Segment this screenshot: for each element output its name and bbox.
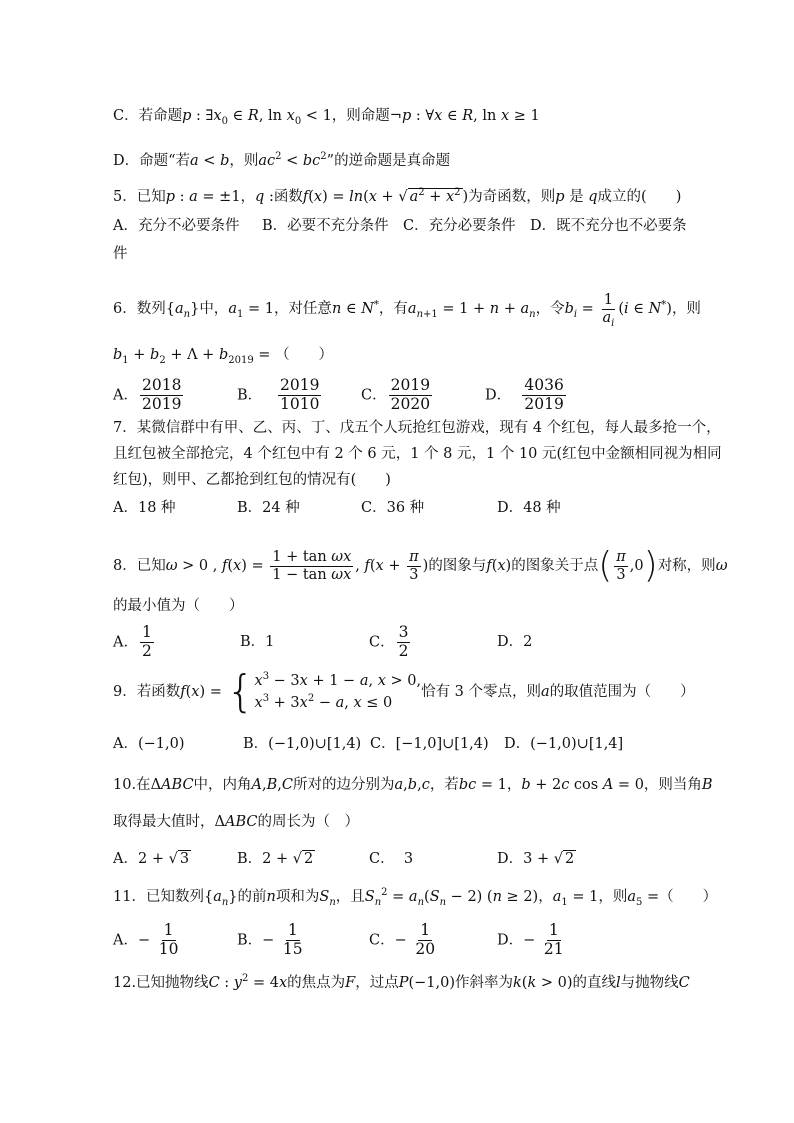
q12-stem-tail: 与抛物线 <box>620 975 679 991</box>
q11-b-num: 1 <box>287 921 298 939</box>
q9-c-label: C． <box>370 736 396 752</box>
q5-option-b: B．必要不充分条件 <box>262 218 389 234</box>
q7-stem-line2: 且红包被全部抢完，4 个红包中有 2 个 6 元，1 个 8 元，1 个 10 元(红包中金额相同视为相同 <box>113 446 722 462</box>
q6-c-label: C． <box>361 387 387 404</box>
q4-option-c: C．若命题p : $\exists x_0$ ∈ R, $\ln x_0 < 1$，则命题¬p : ∀x ∈ R, ln x ≥ 1 <box>113 108 540 127</box>
q11-b-label: B． <box>237 932 263 949</box>
q12-stem-mid2: ，过点 <box>355 975 399 991</box>
q10-stem-line2: 取得最大值时，ΔABC的周长为（ ） <box>113 814 359 830</box>
q6-d-num: 4036 <box>524 376 564 394</box>
q6-a-num: 2018 <box>141 376 182 394</box>
q6-c-num: 2019 <box>390 376 431 394</box>
q10-stem-start: 10.在 <box>113 777 151 793</box>
q10-b-label: B． <box>237 851 263 867</box>
q11-stem-tail: （ ） <box>659 889 718 905</box>
q11-c-label: C． <box>369 932 395 949</box>
q10-c-label: C． <box>369 851 395 867</box>
q8-c-label: C． <box>369 634 395 651</box>
q10-option-b: B．2 + √ 2 <box>237 851 314 867</box>
q5-option-c: C．充分必要条件 <box>403 218 516 234</box>
q7-option-a: A．18 种 <box>113 500 176 516</box>
q12-stem-mid3: 作斜率为 <box>455 975 513 991</box>
q8-a-num: 1 <box>141 623 152 641</box>
q9-a-label: A． <box>113 736 138 752</box>
q11-d-den: 21 <box>543 939 564 958</box>
q10-stem-mid1: 中，内角 <box>193 777 252 793</box>
q11-a-den: 10 <box>158 939 179 958</box>
q7-stem-line1: 7．某微信群中有甲、乙、丙、丁、戊五个人玩抢红包游戏，现有 4 个红包，每人最多抢一个， <box>113 420 721 436</box>
q4-c-tail: ，则命题 <box>331 108 390 124</box>
q9-option-a: A．(−1,0) <box>113 736 185 752</box>
q10-c-value: 3 <box>403 851 414 867</box>
q6-b-label: B． <box>237 387 263 404</box>
q6-a-den: 2019 <box>141 394 182 413</box>
q9-stem-tail: 的取值范围为（ ） <box>549 684 695 700</box>
q11-stem-mid3: ，且 <box>335 889 365 905</box>
q8-a-den: 2 <box>141 641 152 660</box>
q11-stem-mid2: 项和为 <box>275 889 320 905</box>
q11-stem-start: 11．已知数列 <box>113 889 204 905</box>
q10-stem-mid4: ， <box>506 777 522 793</box>
q9-option-b: B．(−1,0)∪[1,4) <box>243 736 362 752</box>
q5-option-a: A．充分不必要条件 <box>113 218 240 234</box>
q7-stem-line3: 红包)，则甲、乙都抢到红包的情况有( ) <box>113 472 391 488</box>
q6-stem-end: ，则 <box>671 301 701 318</box>
q11-c-den: 20 <box>415 939 436 958</box>
q4-d-tail: ”的逆命题是真命题 <box>326 153 451 169</box>
q9-d-label: D． <box>504 736 531 752</box>
q6-b-frac: $\frac{1}{a_i}$ <box>602 292 615 329</box>
q4-c-label: C．若命题 <box>113 108 183 124</box>
q12-stem-end: 的直线 <box>572 975 617 991</box>
q10-a-label: A． <box>113 851 138 867</box>
q7-option-d: D．48 种 <box>497 500 561 516</box>
q5-stem-mid: ， <box>240 189 256 205</box>
q10-stem-mid3: ，若 <box>429 777 459 793</box>
q9-stem: 9．若函数f(x) = { $x^3 - 3x + 1 - a$, x > 0, $x^3 + 3x^2 - a$, x ≤ 0 恰有 3 个零点，则a的取值范围为（ ） <box>113 666 695 717</box>
q12-stem: 12.已知抛物线C : $y^2 = 4x$的焦点为F，过点P(−1,0)作斜率为k(k > 0)的直线l与抛物线C <box>113 973 690 991</box>
q11-stem-end: ，则 <box>598 889 628 905</box>
q6-stem-start: 6．数列 <box>113 301 166 318</box>
q9-option-c: C．[−1,0]∪[1,4) <box>370 736 489 752</box>
q5-option-d-cont: 件 <box>113 246 128 262</box>
q6-a-label: A． <box>113 387 138 404</box>
q10-line2-end: 的周长为（ ） <box>257 814 359 830</box>
q9-cases: $x^3 - 3x + 1 - a$, x > 0, $x^3 + 3x^2 - a$, x ≤ 0 <box>254 671 422 711</box>
q11-a-label: A． <box>113 932 138 949</box>
q11-a-num: 1 <box>163 921 174 939</box>
q8-stem-end: 对称，则 <box>657 558 716 574</box>
q11-d-label: D． <box>497 932 524 949</box>
q6-option-c <box>361 377 434 414</box>
q5-stem-fn: 函数 <box>273 189 303 205</box>
q11-d-num: 1 <box>548 921 559 939</box>
q8-option-a <box>113 624 156 661</box>
q11-c-num: 1 <box>420 921 431 939</box>
q6-stem: 6．数列$\{a_n\}$中，$a_1 = 1$，对任意n ∈ N*，有$a_{n+1} = 1 + n + a_n$，令$b_i$ = $\frac{1}{a_i}$ (i ∈ N*)，则 <box>113 292 701 329</box>
q9-b-label: B． <box>243 736 269 752</box>
q4-option-d: D．命题“若a < b，则$ac^2 < bc^2$”的逆命题是真命题 <box>113 151 451 169</box>
q8-stem-mid2: 的图象关于点 <box>511 558 599 574</box>
q10-stem-end: ，则当角 <box>643 777 702 793</box>
q10-stem: 10.在ΔABC中，内角A,B,C所对的边分别为a,b,c，若bc = 1，b + 2c cos A = 0，则当角B <box>113 777 713 793</box>
q10-line2-start: 取得最大值时， <box>113 814 215 830</box>
q11-option-a: A．− $\frac{1}{10}$ <box>113 921 179 958</box>
q4-d-label: D．命题“若 <box>113 153 191 169</box>
q8-stem-mid1: 的图象与 <box>428 558 487 574</box>
q8-c-num: 3 <box>398 623 409 641</box>
q4-d-mid: ，则 <box>229 153 259 169</box>
q11-stem: 11．已知数列$\{a_n\}$的前n项和为$S_n$，且$S_n^2 = a_n(S_n - 2) (n \ge 2)$，$a_1 = 1$，则$a_5$ =（ ） <box>113 887 718 908</box>
q7-option-b: B．24 种 <box>237 500 300 516</box>
q6-option-a <box>113 377 185 414</box>
q6-stem-mid4: ，令 <box>535 301 565 318</box>
q12-stem-mid1: 的焦点为 <box>287 975 346 991</box>
q8-option-c <box>369 624 412 661</box>
q6-stem-mid1: 中， <box>199 301 229 318</box>
q5-stem: 5．已知p : a = ±1，q :函数f(x) = ln(x + √ $a^2 + x^2$ )为奇函数，则p 是 q成立的( ) <box>113 187 682 205</box>
q9-option-d: D．(−1,0)∪[1,4] <box>504 736 624 752</box>
q12-stem-start: 12.已知抛物线 <box>113 975 209 991</box>
q10-option-d: D．3 + √ 2 <box>497 851 575 867</box>
q5-sqrt: √ $a^2 + x^2$ <box>398 187 461 205</box>
q5-stem-tail: 为奇函数，则 <box>468 189 556 205</box>
q8-a-label: A． <box>113 634 138 651</box>
q10-stem-mid2: 所对的边分别为 <box>293 777 395 793</box>
q5-stem-start: 5．已知 <box>113 189 166 205</box>
q11-stem-mid4: ， <box>538 889 553 905</box>
q6-d-label: D． <box>485 387 512 404</box>
q9-stem-end: 恰有 3 个零点，则 <box>421 684 542 700</box>
q6-option-b <box>237 377 323 414</box>
q6-stem-mid2: ，对任意 <box>273 301 332 318</box>
q11-option-b: B．− $\frac{1}{15}$ <box>237 921 303 958</box>
q9-stem-start: 9．若函数 <box>113 684 181 700</box>
q8-point-frac: $\frac{\pi}{3}$ <box>616 548 626 583</box>
q6-b-den: 1010 <box>279 394 320 413</box>
q6-stem-line2: $b_1 + b_2 + \Lambda + b_{2019}$ = （ ） <box>113 347 334 366</box>
q8-option-d: D．2 <box>497 634 533 650</box>
q11-option-c: C．− $\frac{1}{20}$ <box>369 921 436 958</box>
q11-option-d: D．− $\frac{1}{21}$ <box>497 921 564 958</box>
q7-option-c: C．36 种 <box>361 500 425 516</box>
q8-shift-frac: $\frac{\pi}{3}$ <box>409 548 419 583</box>
q11-stem-mid1: 的前 <box>237 889 267 905</box>
q8-stem: 8．已知ω > 0 , f(x) = $\frac{\text{1 + tan ωx}}{\text{1 − tan ωx}}$ , f(x + $\frac{\pi}{3}$ )的图象与f(x)的图象关于点( $\frac{\pi}{3}$ ,0)对称，则ω <box>113 545 728 586</box>
q6-stem-mid3: ，有 <box>378 301 408 318</box>
q8-option-b: B．1 <box>240 634 275 650</box>
q8-stem-line2: 的最小值为（ ） <box>113 598 244 614</box>
q5-stem-end: 成立的( ) <box>597 189 682 205</box>
q8-stem-start: 8．已知 <box>113 558 166 574</box>
q5-option-d: D．既不充分也不必要条 <box>530 218 687 234</box>
q10-d-label: D． <box>497 851 524 867</box>
q11-b-den: 15 <box>282 939 303 958</box>
q6-d-den: 2019 <box>524 394 564 413</box>
q10-option-a: A．2 + √ 3 <box>113 851 190 867</box>
q6-line2-end: （ ） <box>275 347 334 363</box>
q8-f-frac: $\frac{\text{1 + tan ωx}}{\text{1 − tan ωx}}$ <box>272 548 352 583</box>
q8-c-den: 2 <box>398 641 409 660</box>
q6-c-den: 2020 <box>390 394 431 413</box>
q6-option-d <box>485 377 568 414</box>
q10-option-c <box>369 849 413 869</box>
q6-b-num: 2019 <box>279 376 320 394</box>
